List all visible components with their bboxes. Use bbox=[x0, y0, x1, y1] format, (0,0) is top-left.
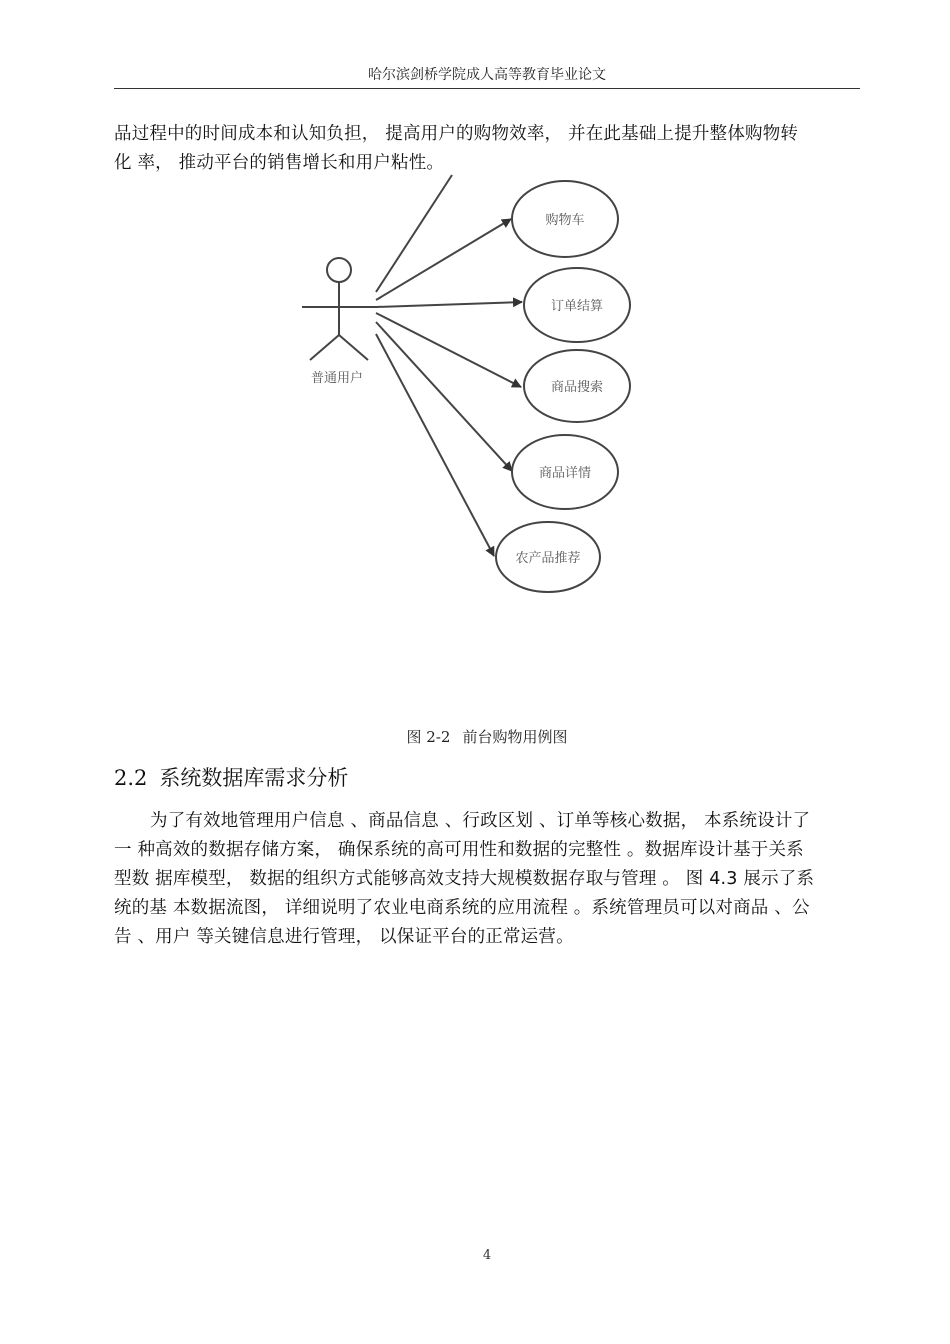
running-header: 哈尔滨剑桥学院成人高等教育毕业论文 bbox=[368, 67, 606, 83]
actor-right-leg bbox=[339, 335, 368, 360]
paragraph-line: 型数 据库模型， 数据的组织方式能够高效支持大规模数据存取与管理 。 图 4.3 展示了系 bbox=[114, 869, 815, 889]
section-title: 系统数据库需求分析 bbox=[159, 766, 349, 790]
actor-label: 普通用户 bbox=[310, 371, 364, 386]
paragraph-line: 告 、用户 等关键信息进行管理， 以保证平台的正常运营。 bbox=[114, 927, 574, 947]
paragraph-line: 品过程中的时间成本和认知负担， 提高用户的购物效率， 并在此基础上提升整体购物转 bbox=[114, 124, 799, 144]
use-case-label: 购物车 bbox=[545, 213, 585, 228]
association-arrow-recommend bbox=[376, 334, 494, 556]
caption-number: 图 2-2 bbox=[406, 728, 451, 746]
association-line bbox=[376, 175, 452, 292]
actor-head bbox=[327, 258, 351, 282]
association-arrow-checkout bbox=[376, 302, 522, 307]
use-case-label: 农产品推荐 bbox=[515, 551, 581, 566]
paragraph-line: 化 率， 推动平台的销售增长和用户粘性。 bbox=[114, 153, 445, 173]
use-case-diagram bbox=[290, 168, 650, 608]
caption-text: 前台购物用例图 bbox=[462, 728, 568, 746]
paragraph-line: 统的基 本数据流图， 详细说明了农业电商系统的应用流程 。系统管理员可以对商品 、公 bbox=[114, 898, 810, 918]
use-case-label: 订单结算 bbox=[550, 299, 604, 314]
section-heading bbox=[114, 762, 348, 792]
section-number: 2.2 bbox=[114, 766, 148, 790]
association-arrow-detail bbox=[376, 322, 512, 471]
actor-left-leg bbox=[310, 335, 339, 360]
use-case-label: 商品搜索 bbox=[550, 380, 604, 395]
paragraph-line: 一 种高效的数据存储方案， 确保系统的高可用性和数据的完整性 。数据库设计基于关系 bbox=[114, 840, 804, 860]
figure-caption bbox=[114, 726, 860, 747]
page-number: 4 bbox=[482, 1248, 492, 1263]
header-rule bbox=[114, 88, 860, 89]
paragraph-line: 为了有效地管理用户信息 、商品信息 、行政区划 、订单等核心数据， 本系统设计了 bbox=[150, 811, 811, 831]
body-paragraph bbox=[114, 807, 860, 952]
use-case-label: 商品详情 bbox=[538, 466, 592, 481]
